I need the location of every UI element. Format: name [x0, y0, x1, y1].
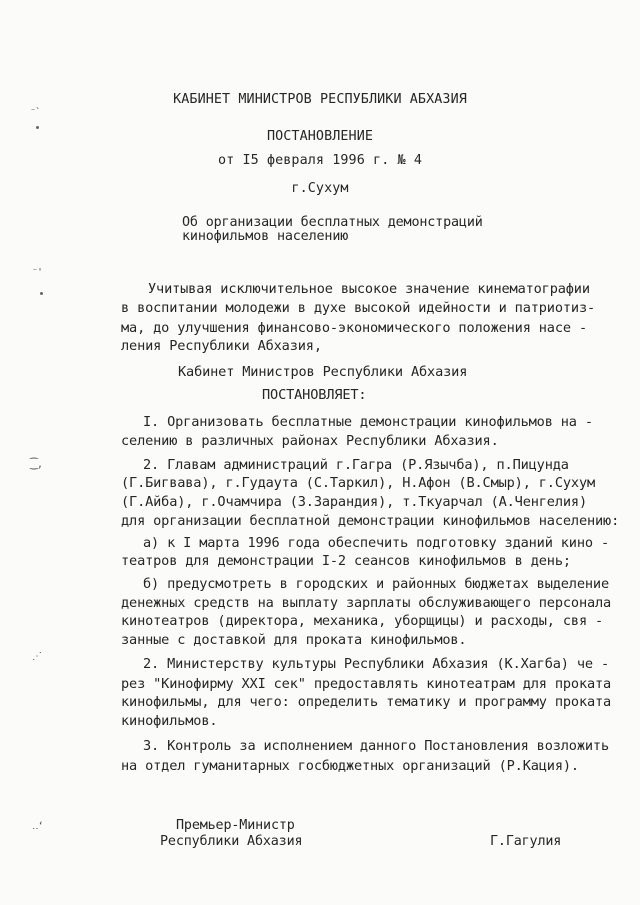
document-type: ПОСТАНОВЛЕНИЕ — [266, 129, 374, 144]
item-line-16: кинофильмов. — [121, 713, 218, 729]
item-line-7: а) к I марта 1996 года обеспечить подготовку зданий кино - — [143, 535, 609, 551]
item-line-6: для организации бесплатной демонстрации кинофильмов населению: — [121, 513, 620, 529]
preamble-line-2: в воспитании молодежи в духе высокой идейности и патриотиз- — [121, 300, 596, 316]
preamble-line-3: ма, до улучшения финансово-экономического положения насе - — [121, 320, 587, 336]
item-line-8: театров для демонстрации I-2 сеансов кинофильмов в день; — [121, 553, 571, 569]
item-line-5: (Г.Айба), г.Очамчира (З.Зарандия), т.Ткуарчал (А.Ченгелия) — [121, 494, 587, 510]
item-line-11: кинотеатров (директора, механика, уборщицы) и расходы, свя - — [121, 613, 604, 629]
subject-line-2: кинофильмов населению — [182, 229, 349, 244]
margin-dot-2 — [40, 292, 43, 295]
item-line-14: рез "Кинофирму XXI сек" предоставлять кинотеатрам для проката — [121, 676, 612, 692]
document-date-number: от I5 февраля 1996 г. № 4 — [217, 153, 423, 168]
signature-title-line-1: Премьер-Министр — [176, 818, 295, 833]
item-line-13: 2. Министерству культуры Республики Абхазия (К.Хагба) че - — [143, 656, 609, 672]
item-line-1: I. Организовать бесплатные демонстрации кинофильмов на - — [143, 414, 593, 430]
signature-title-line-2: Республики Абхазия — [160, 834, 303, 849]
preamble-line-1: Учитывая исключительное высокое значение кинематографии — [148, 281, 590, 297]
item-line-17: 3. Контроль за исполнением данного Постановления возложить — [143, 738, 609, 754]
margin-mark-5: ‥‘ — [32, 821, 43, 832]
margin-mark-4: ⋰ — [32, 651, 41, 662]
item-line-12: занные с доставкой для проката кинофильмов. — [121, 632, 467, 648]
authority-resolves: ПОСТАНОВЛЯЕТ: — [262, 387, 367, 403]
authority-body: Кабинет Министров Республики Абхазия — [178, 364, 468, 380]
item-line-2: селению в различных районах Республики Абхазия. — [121, 433, 499, 449]
margin-mark-1: ⁻` — [30, 107, 41, 118]
item-line-10: денежных средств на выплату зарплаты обслуживающего персонала — [121, 595, 612, 611]
document-city: г.Сухум — [291, 181, 349, 196]
item-line-15: кинофильмы, для чего: определить тематику и программу проката — [121, 694, 612, 710]
item-line-9: б) предусмотреть в городских и районных бюджетах выделение — [143, 576, 609, 592]
margin-mark-2: ⁻' — [32, 267, 43, 278]
preamble-line-4: ления Республики Абхазия, — [121, 338, 322, 354]
item-line-3: 2. Главам администраций г.Гагра (Р.Язычба), п.Пицунда — [143, 457, 569, 473]
item-line-4: (Г.Бигвава), г.Гудаута (С.Таркил), Н.Афон (В.Смыр), г.Сухум — [121, 475, 596, 491]
margin-mark-3: ⁐‚ — [30, 459, 43, 470]
signature-name: Г.Гагулия — [490, 834, 562, 849]
item-line-18: на отдел гуманитарных госбюджетных организаций (Р.Кация). — [121, 758, 579, 774]
organization-title: КАБИНЕТ МИНИСТРОВ РЕСПУБЛИКИ АБХАЗИЯ — [173, 92, 467, 107]
subject-line-1: Об организации бесплатных демонстраций — [182, 215, 483, 230]
